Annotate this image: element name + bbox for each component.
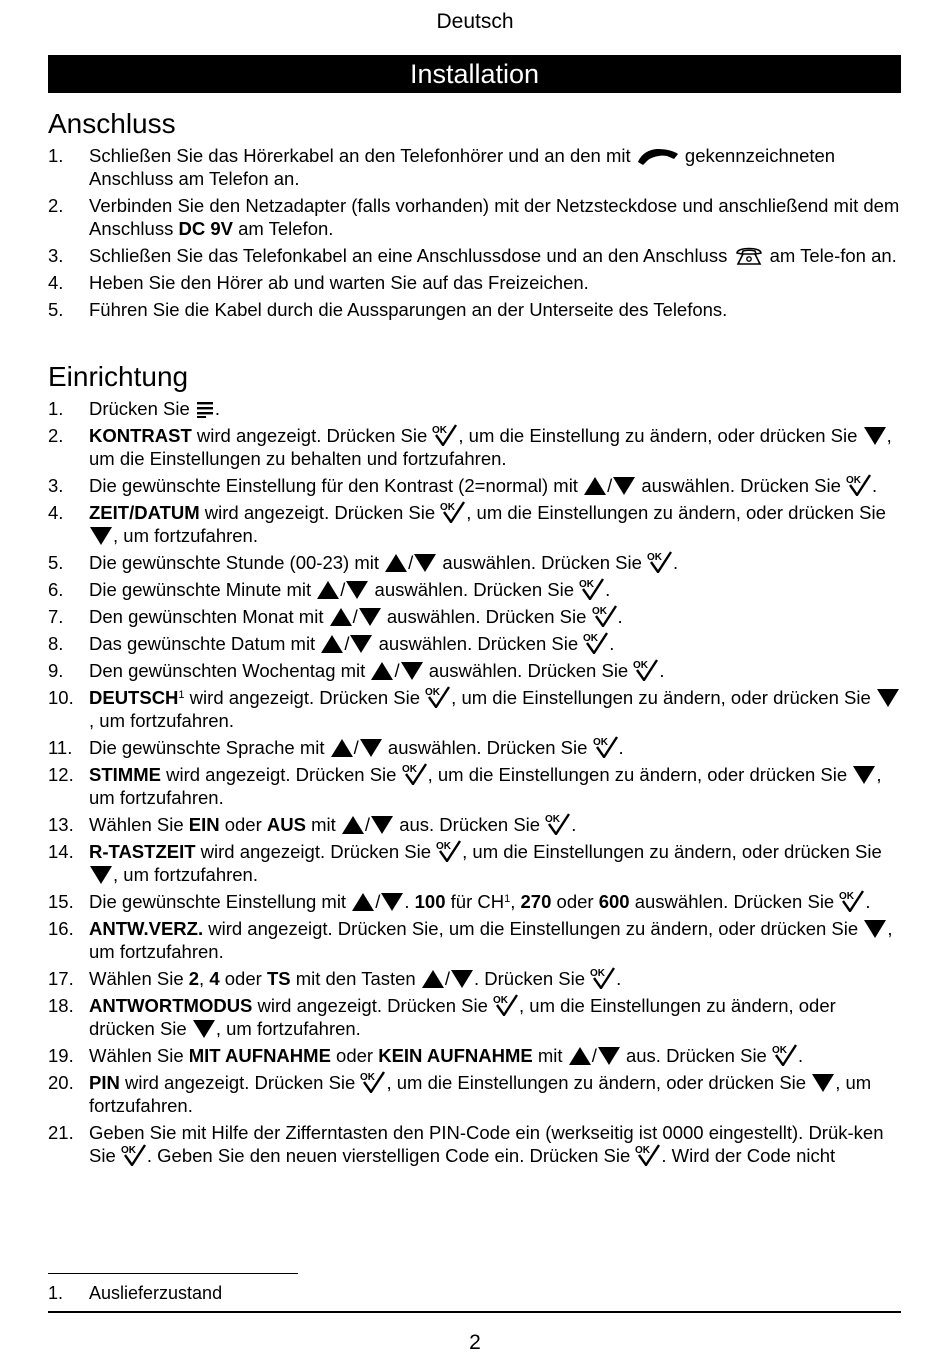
ok-icon (121, 1144, 147, 1166)
bold-term: KEIN AUFNAHME (378, 1045, 533, 1066)
step-number: 19. (48, 1045, 74, 1066)
step-text: Führen Sie die Kabel durch die Aussparungen an der Unterseite des Telefons. (89, 299, 728, 320)
bold-term: DC 9V (178, 218, 233, 239)
ok-icon (579, 578, 605, 600)
down-arrow-icon (413, 553, 437, 573)
step-text: auswählen. Drücken Sie (629, 891, 840, 912)
step-text: . (214, 398, 221, 419)
step-number: 11. (48, 737, 73, 758)
step-text: / (591, 1045, 597, 1066)
step-text: / (607, 475, 613, 496)
step-text: , (199, 968, 210, 989)
bold-term: 600 (598, 891, 630, 912)
down-arrow-icon (450, 969, 474, 989)
up-arrow-icon (341, 815, 365, 835)
heading-einrichtung: Einrichtung (48, 361, 189, 392)
step-text: . (618, 737, 624, 758)
bold-term: DEUTSCH (89, 687, 179, 708)
list-item (48, 813, 901, 836)
list-item (48, 144, 901, 190)
step-number: 18. (48, 995, 74, 1016)
step-text: , um fortzufahren. (113, 525, 258, 546)
step-text: , (510, 891, 521, 912)
phone-jack-icon (733, 244, 765, 266)
step-text: , um die Einstellung zu ändern, oder drücken Sie (458, 425, 863, 446)
step-text: , um die Einstellungen zu ändern, oder drücken Sie (427, 764, 853, 785)
step-text: Verbinden Sie den Netzadapter (falls vorhanden) mit der Netzsteckdose und anschließend mit dem Anschluss (89, 195, 900, 239)
list-item (48, 736, 901, 759)
step-text: / (353, 737, 359, 758)
list-item (48, 967, 901, 990)
list-item (48, 271, 901, 294)
step-text: Heben Sie den Hörer ab und warten Sie auf das Freizeichen. (89, 272, 589, 293)
svg-text:OK: OK (360, 1072, 376, 1083)
down-arrow-icon (863, 919, 887, 939)
svg-text:OK: OK (635, 1145, 651, 1156)
step-text: aus. Drücken Sie (394, 814, 546, 835)
step-text: oder (219, 814, 267, 835)
step-text: / (394, 660, 400, 681)
step-text: auswählen. Drücken Sie (369, 579, 580, 600)
list-item (48, 1121, 901, 1167)
bold-term: STIMME (89, 764, 161, 785)
step-text: wird angezeigt. Drücken Sie, um die Einstellungen zu ändern, oder drücken Sie (203, 918, 864, 939)
step-number: 2. (48, 425, 64, 446)
step-text: , um die Einstellungen zu ändern, oder drücken Sie (386, 1072, 812, 1093)
svg-text:OK: OK (771, 1045, 787, 1056)
footnote-number: 1. (48, 1283, 64, 1303)
step-text: . (616, 968, 622, 989)
step-text: wird angezeigt. Drücken Sie (252, 995, 494, 1016)
step-text: . (609, 633, 615, 654)
ok-icon (436, 840, 462, 862)
section-banner: Installation (48, 55, 901, 93)
step-number: 12. (48, 764, 74, 785)
step-text: , um fortzufahren. (113, 864, 258, 885)
list-item (48, 194, 901, 240)
ok-icon (493, 994, 519, 1016)
down-arrow-icon (192, 1019, 216, 1039)
step-text: . Wird der Code nicht (661, 1145, 836, 1166)
step-number: 17. (48, 968, 74, 989)
step-text: oder (219, 968, 267, 989)
step-text: Den gewünschten Wochentag mit (89, 660, 371, 681)
anschluss-steps (48, 144, 901, 325)
step-text: mit (532, 1045, 568, 1066)
menu-icon (195, 399, 215, 419)
step-number: 3. (48, 475, 64, 496)
step-text: , um die Einstellungen zu behalten und fortzufahren. (89, 425, 892, 469)
bold-term: 4 (209, 968, 220, 989)
step-text: . Geben Sie den neuen vierstelligen Code ein. Drücken Sie (146, 1145, 636, 1166)
step-text: , um fortzufahren. (215, 1018, 361, 1039)
svg-text:OK: OK (401, 764, 417, 775)
bold-term: KONTRAST (89, 425, 192, 446)
svg-text:OK: OK (583, 633, 599, 644)
list-item (48, 605, 901, 628)
step-number: 8. (48, 633, 64, 654)
ok-icon (593, 736, 619, 758)
ok-icon (432, 424, 458, 446)
step-text: Den gewünschten Monat mit (89, 606, 329, 627)
down-arrow-icon (612, 476, 636, 496)
svg-text:OK: OK (590, 968, 606, 979)
step-number: 6. (48, 579, 64, 600)
step-text: aus. Drücken Sie (620, 1045, 772, 1066)
list-item (48, 994, 901, 1040)
svg-text:OK: OK (545, 814, 561, 825)
ok-icon (633, 659, 659, 681)
down-arrow-icon (380, 892, 404, 912)
down-arrow-icon (811, 1073, 835, 1093)
step-number: 13. (48, 814, 74, 835)
step-number: 21. (48, 1122, 74, 1143)
bold-term: ANTWORTMODUS (89, 995, 253, 1016)
page-number: 2 (469, 1331, 481, 1354)
step-text: auswählen. Drücken Sie (636, 475, 847, 496)
step-text: wird angezeigt. Drücken Sie (195, 841, 437, 862)
step-text: , um fortzufahren. (89, 918, 893, 962)
list-item (48, 578, 901, 601)
svg-text:OK: OK (647, 552, 663, 563)
step-text: oder (551, 891, 599, 912)
step-text: wird angezeigt. Drücken Sie (191, 425, 433, 446)
bold-term: AUS (266, 814, 306, 835)
list-item (48, 890, 901, 913)
svg-text:OK: OK (436, 841, 452, 852)
list-item (48, 917, 901, 963)
bold-term: ZEIT/DATUM (89, 502, 200, 523)
footnote-text: Auslieferzustand (89, 1283, 223, 1303)
down-arrow-icon (345, 580, 369, 600)
list-item (48, 763, 901, 809)
bold-term: ANTW.VERZ. (89, 918, 204, 939)
list-item (48, 659, 901, 682)
step-text: , um fortzufahren. (89, 764, 882, 808)
step-text: , um die Einstellungen zu ändern, oder drücken Sie (466, 502, 886, 523)
step-text: Geben Sie mit Hilfe der Zifferntasten den PIN-Code ein (werkseitig ist 0000 eingestellt). Drük-ken Sie (89, 1122, 884, 1166)
up-arrow-icon (351, 892, 375, 912)
ok-icon (545, 813, 571, 835)
step-number: 2. (48, 195, 64, 216)
step-number: 5. (48, 299, 64, 320)
step-text: wird angezeigt. Drücken Sie (184, 687, 426, 708)
step-text: auswählen. Drücken Sie (382, 737, 593, 758)
step-text: / (364, 814, 371, 835)
handset-icon (636, 146, 680, 166)
step-number: 4. (48, 272, 64, 293)
svg-text:OK: OK (846, 475, 862, 486)
down-arrow-icon (89, 865, 113, 885)
step-number: 1. (48, 398, 64, 419)
step-number: 14. (48, 841, 74, 862)
step-text: wird angezeigt. Drücken Sie (119, 1072, 361, 1093)
list-item (48, 501, 901, 547)
footnote-ref: 1 (504, 893, 511, 905)
svg-text:OK: OK (839, 891, 855, 902)
step-text: auswählen. Drücken Sie (437, 552, 648, 573)
down-arrow-icon (89, 526, 113, 546)
svg-text:OK: OK (591, 606, 607, 617)
ok-icon (839, 890, 865, 912)
step-text: mit den Tasten (290, 968, 421, 989)
down-arrow-icon (358, 607, 382, 627)
list-item (48, 1044, 901, 1067)
ok-icon (425, 686, 451, 708)
ok-icon (647, 551, 673, 573)
ok-icon (440, 501, 466, 523)
list-item (48, 686, 901, 732)
step-text: am Telefon. (232, 218, 334, 239)
list-item (48, 298, 901, 321)
down-arrow-icon (876, 688, 900, 708)
step-text: , um die Einstellungen zu ändern, oder drücken Sie (462, 841, 882, 862)
bold-term: 100 (414, 891, 446, 912)
svg-text:OK: OK (579, 579, 595, 590)
ok-icon (772, 1044, 798, 1066)
page-divider (48, 1311, 901, 1313)
step-text: . (617, 606, 623, 627)
step-text: . (404, 891, 415, 912)
down-arrow-icon (597, 1046, 621, 1066)
svg-text:OK: OK (633, 660, 649, 671)
bold-term: 2 (188, 968, 200, 989)
step-number: 1. (48, 145, 64, 166)
ok-icon (360, 1071, 386, 1093)
step-text: / (344, 633, 350, 654)
bold-term: R-TASTZEIT (89, 841, 196, 862)
step-text: für CH (445, 891, 505, 912)
step-text: / (408, 552, 414, 573)
step-text: Die gewünschte Einstellung für den Kontrast (2=normal) mit (89, 475, 584, 496)
step-text: . (571, 814, 577, 835)
step-text: . (659, 660, 665, 681)
up-arrow-icon (421, 969, 445, 989)
bold-term: TS (266, 968, 291, 989)
step-text: / (375, 891, 381, 912)
down-arrow-icon (370, 815, 394, 835)
step-text: Schließen Sie das Hörerkabel an den Telefonhörer und an den mit (89, 145, 636, 166)
step-text: auswählen. Drücken Sie (373, 633, 584, 654)
step-number: 9. (48, 660, 64, 681)
step-text: Wählen Sie (89, 968, 189, 989)
step-text: mit (305, 814, 341, 835)
list-item (48, 1071, 901, 1117)
step-text: . Drücken Sie (473, 968, 591, 989)
up-arrow-icon (583, 476, 607, 496)
up-arrow-icon (370, 661, 394, 681)
down-arrow-icon (852, 765, 876, 785)
list-item (48, 632, 901, 655)
down-arrow-icon (349, 634, 373, 654)
svg-text:OK: OK (120, 1145, 136, 1156)
svg-text:OK: OK (440, 502, 456, 513)
svg-text:OK: OK (493, 995, 509, 1006)
step-text: . (797, 1045, 804, 1066)
ok-icon (592, 605, 618, 627)
step-text: am Tele-fon an. (764, 245, 897, 266)
step-text: Schließen Sie das Telefonkabel an eine Anschlussdose und an den Anschluss (89, 245, 733, 266)
step-text: / (340, 579, 346, 600)
step-text: . (673, 552, 679, 573)
up-arrow-icon (330, 738, 354, 758)
down-arrow-icon (863, 426, 887, 446)
step-text: auswählen. Drücken Sie (381, 606, 592, 627)
step-number: 3. (48, 245, 64, 266)
step-text: , um fortzufahren. (89, 710, 234, 731)
step-text: . (872, 475, 878, 496)
down-arrow-icon (400, 661, 424, 681)
bold-term: PIN (89, 1072, 120, 1093)
footnote (48, 1283, 222, 1304)
step-text: , um die Einstellungen zu ändern, oder drücken Sie (89, 995, 836, 1039)
footnote-divider (48, 1273, 298, 1274)
list-item (48, 474, 901, 497)
step-number: 5. (48, 552, 64, 573)
step-text: / (444, 968, 450, 989)
step-text: Die gewünschte Sprache mit (89, 737, 330, 758)
list-item (48, 397, 901, 420)
list-item (48, 424, 901, 470)
step-text: . (865, 891, 871, 912)
step-text: wird angezeigt. Drücken Sie (160, 764, 402, 785)
step-text: Wählen Sie (89, 814, 189, 835)
up-arrow-icon (329, 607, 353, 627)
ok-icon (583, 632, 609, 654)
up-arrow-icon (316, 580, 340, 600)
up-arrow-icon (320, 634, 344, 654)
step-text: , um fortzufahren. (89, 1072, 872, 1116)
list-item (48, 840, 901, 886)
ok-icon (846, 474, 872, 496)
bold-term: 270 (520, 891, 552, 912)
step-text: Die gewünschte Minute mit (89, 579, 317, 600)
step-number: 15. (48, 891, 74, 912)
step-text: / (352, 606, 358, 627)
bold-term: MIT AUFNAHME (188, 1045, 331, 1066)
svg-text:OK: OK (592, 737, 608, 748)
step-text: Das gewünschte Datum mit (89, 633, 321, 654)
up-arrow-icon (384, 553, 408, 573)
svg-text:OK: OK (425, 687, 441, 698)
step-text: gekennzeichneten Anschluss am Telefon an. (89, 145, 836, 189)
step-number: 20. (48, 1072, 74, 1093)
down-arrow-icon (359, 738, 383, 758)
ok-icon (590, 967, 616, 989)
bold-term: EIN (188, 814, 220, 835)
ok-icon (402, 763, 428, 785)
list-item (48, 244, 901, 267)
step-text: Drücken Sie (89, 398, 195, 419)
language-label: Deutsch (436, 10, 514, 33)
step-number: 16. (48, 918, 74, 939)
step-number: 10. (48, 687, 74, 708)
svg-text:OK: OK (432, 425, 448, 436)
step-number: 7. (48, 606, 64, 627)
step-text: , um die Einstellungen zu ändern, oder drücken Sie (451, 687, 876, 708)
list-item (48, 551, 901, 574)
step-number: 4. (48, 502, 64, 523)
step-text: Die gewünschte Stunde (00-23) mit (89, 552, 385, 573)
ok-icon (635, 1144, 661, 1166)
step-text: Die gewünschte Einstellung mit (89, 891, 352, 912)
einrichtung-steps (48, 397, 901, 1171)
footnote-ref: 1 (178, 689, 185, 701)
step-text: Wählen Sie (89, 1045, 189, 1066)
step-text: oder (330, 1045, 379, 1066)
step-text: . (605, 579, 611, 600)
heading-anschluss: Anschluss (48, 108, 176, 139)
step-text: wird angezeigt. Drücken Sie (199, 502, 441, 523)
up-arrow-icon (568, 1046, 592, 1066)
step-text: auswählen. Drücken Sie (423, 660, 634, 681)
